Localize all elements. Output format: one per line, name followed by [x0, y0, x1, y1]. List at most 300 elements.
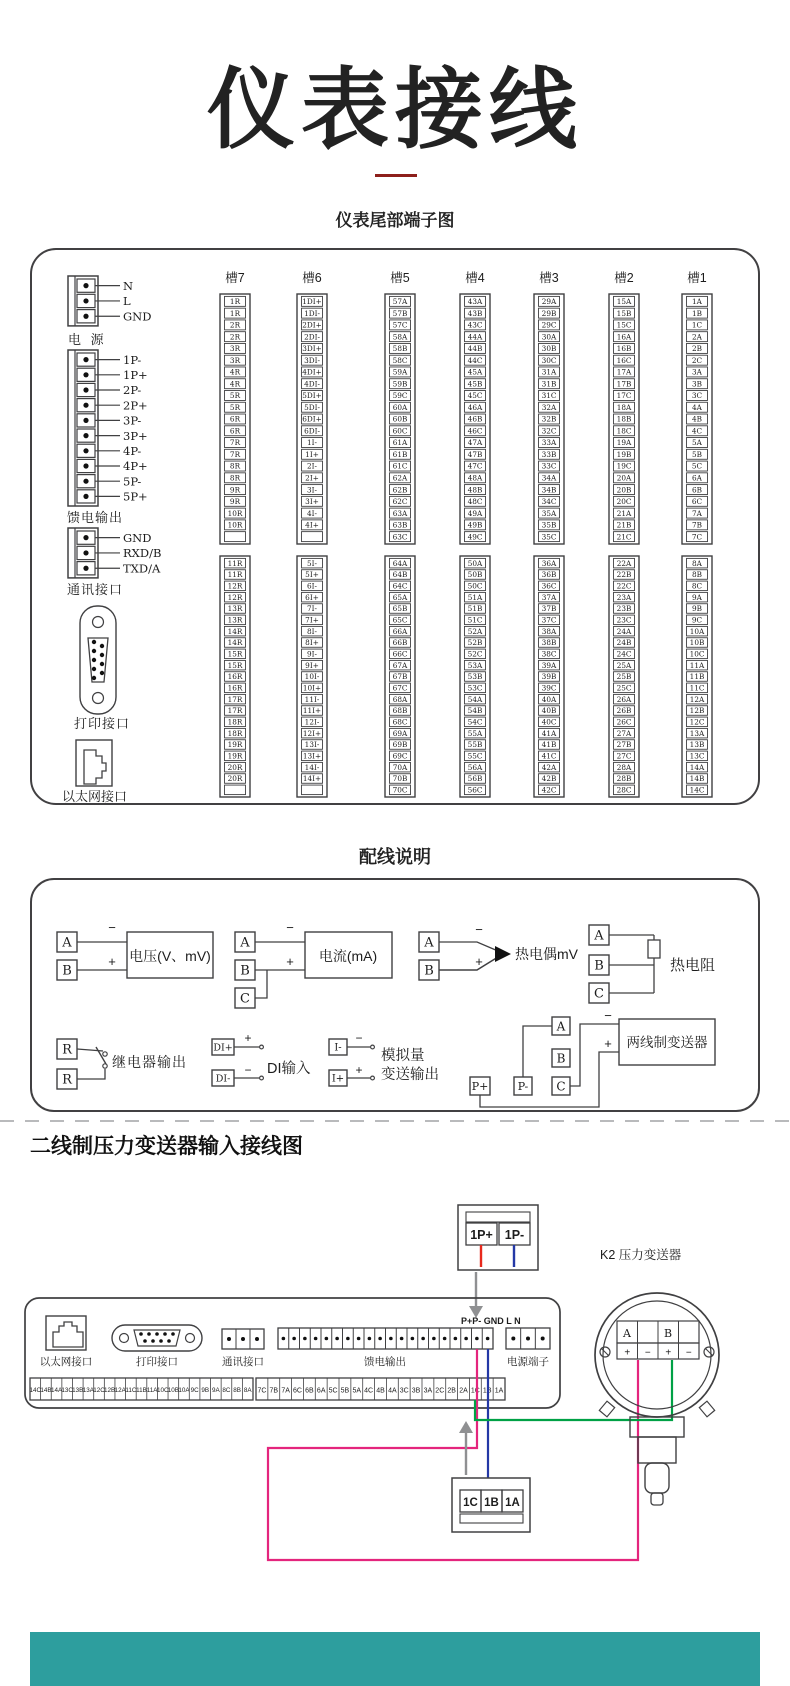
strip-terminal-label: 3B [411, 1387, 421, 1395]
ethernet-jack [53, 1322, 83, 1347]
slot-terminal-label: 2I- [307, 461, 317, 471]
slot-terminal-label: 51B [467, 604, 483, 614]
device-label: DI输入 [267, 1061, 311, 1077]
terminal-label: 1B [484, 1497, 499, 1509]
strip-terminal-label: 5C [328, 1387, 338, 1395]
transmitter-wiring-svg [0, 1175, 790, 1632]
slot-terminal-label: 39C [541, 683, 557, 693]
slot-terminal-label: 44C [467, 355, 483, 365]
slot-terminal-label: 53C [467, 683, 483, 693]
terminal-dot [400, 1337, 404, 1341]
slot-terminal-label: 3DI- [304, 355, 320, 365]
slot-terminal-label: 62A [392, 473, 408, 483]
slot-terminal-label: 52B [467, 638, 483, 648]
lead [570, 1024, 619, 1086]
slot-terminal-label: 16C [616, 355, 632, 365]
slot-terminal-label: 34C [541, 497, 557, 507]
slot-terminal-label: 25A [616, 660, 632, 670]
slot-terminal-label: 40B [541, 706, 557, 716]
slot-terminal-label: 58B [392, 344, 408, 354]
db9-pin [92, 640, 96, 644]
slot-terminal-label: 42C [541, 785, 557, 795]
terminal-label: L [123, 294, 131, 309]
terminal-label: 3P- [123, 413, 142, 428]
db9-pin [139, 1332, 143, 1336]
transmitter-port [651, 1493, 663, 1505]
slot-terminal-label: 52C [467, 649, 483, 659]
slot-terminal-label: 15R [227, 660, 243, 670]
slot-terminal-label: 62C [392, 497, 408, 507]
slot-terminal-label: 67B [392, 672, 408, 682]
transmitter-tab [699, 1401, 714, 1417]
slot-terminal-label: 8I- [307, 626, 317, 636]
slot-terminal-label: 27A [616, 728, 632, 738]
terminal-dot [378, 1337, 382, 1341]
transmitter-stem [645, 1463, 669, 1493]
slot-terminal-label: 19A [616, 438, 632, 448]
transmitter-hex [638, 1437, 676, 1463]
slot-terminal-label: 1B [691, 308, 703, 318]
section1-heading: 仪表尾部端子图 [335, 211, 455, 230]
terminal-label: TXD/A [123, 561, 161, 576]
slot-terminal-label: 65A [392, 592, 408, 602]
slot-terminal-label: 7A [692, 508, 702, 518]
terminal-label: 1C [463, 1497, 478, 1509]
terminal-dot [241, 1337, 245, 1341]
terminal-dot [443, 1337, 447, 1341]
slot-terminal-label: 17B [616, 379, 632, 389]
slot-terminal-label: 7B [691, 520, 703, 530]
slot-terminal-label: 12I+ [302, 728, 322, 738]
slot-terminal-label: 10A [689, 626, 705, 636]
strip-terminal-label: 2B [447, 1387, 456, 1395]
terminal-dot [421, 1337, 425, 1341]
terminal-label: 5P- [123, 474, 142, 489]
slot-terminal-label: 28C [616, 785, 632, 795]
terminal-dot [83, 550, 88, 555]
slot-terminal-label: 11A [689, 660, 705, 670]
slot-terminal-label: 4DI+ [302, 367, 322, 377]
slot-terminal-label: 36C [541, 581, 557, 591]
slot-terminal-label: 8I+ [305, 638, 319, 648]
slot-terminal-label: 30C [541, 355, 557, 365]
terminal-diagram-svg [32, 250, 758, 803]
slot-terminal-label: 37C [541, 615, 557, 625]
slot-terminal-label: 9I+ [305, 660, 319, 670]
terminal-caption: P+P- GND L N [461, 1316, 521, 1326]
label: − [355, 1031, 363, 1045]
slot-terminal-label: 4B [691, 414, 703, 424]
slot-terminal-label: 29B [541, 308, 557, 318]
slot-terminal-label: 18B [616, 414, 632, 424]
slot-terminal-label: 26B [616, 706, 632, 716]
slot-terminal-label: 13A [689, 728, 705, 738]
strip-terminal-label: 10C [156, 1387, 169, 1394]
slot-terminal-label: 45C [467, 391, 483, 401]
slot-terminal-label: 1DI+ [302, 297, 322, 307]
terminal-label: 5P+ [123, 489, 148, 504]
slot-terminal-label: 64C [392, 581, 408, 591]
slot-terminal-label: 14I+ [302, 774, 322, 784]
db9-face [88, 638, 108, 682]
terminal-label: N [123, 278, 134, 293]
slot-terminal-label: 17R [227, 706, 243, 716]
slot-terminal-label: 3I- [307, 485, 317, 495]
db9-pin [92, 649, 96, 653]
footer-bar [30, 1632, 760, 1686]
slot-terminal-label: 4DI- [304, 379, 320, 389]
terminal-label: 2P- [123, 383, 142, 398]
terminal-dot [454, 1337, 458, 1341]
printer-port-label: 打印接口 [136, 1356, 178, 1368]
transmitter-label: K2 压力变送器 [600, 1248, 682, 1262]
label: + [355, 1063, 363, 1077]
slot-terminal-label: 54A [467, 694, 483, 704]
slot-terminal-label: 26A [616, 694, 632, 704]
strip-terminal-label: 13C [61, 1387, 73, 1394]
slot-terminal-label: 5A [692, 438, 702, 448]
terminal-dot [282, 1337, 286, 1341]
slot-terminal-label: 60A [392, 402, 408, 412]
slot-terminal-label: 20B [616, 485, 632, 495]
slot-terminal-label: 13I- [304, 740, 320, 750]
slot-terminal-label: 6DI+ [302, 414, 322, 424]
slot-terminal-label: 49A [467, 508, 483, 518]
slot-terminal-label: 29A [541, 297, 557, 307]
slot-terminal-label: 18C [616, 426, 632, 436]
thermocouple-junction-icon [495, 946, 511, 962]
slot-terminal-label: 26C [616, 717, 632, 727]
slot-terminal-label: 51C [467, 615, 483, 625]
slot-terminal-label: 4R [229, 379, 241, 389]
transmitter-body-inner [603, 1301, 711, 1409]
terminal-box-label: A [556, 1019, 566, 1034]
slot-terminal-label: 11R [227, 558, 243, 568]
terminal-box-label: C [594, 986, 604, 1002]
slot-header: 槽6 [302, 271, 322, 285]
slot-terminal-label: 38B [541, 638, 557, 648]
slot-terminal-label: 6R [229, 414, 241, 424]
slot-terminal-label: 3R [229, 355, 241, 365]
slot-terminal-label: 22B [616, 570, 632, 580]
slot-terminal-label: 51A [467, 592, 483, 602]
slot-terminal-label: 43A [467, 297, 483, 307]
terminal-dot [83, 403, 88, 408]
terminal-label: 1P- [504, 1228, 525, 1242]
db9-pin [92, 676, 96, 680]
slot-terminal-label: 8B [691, 570, 703, 580]
terminal-dot [83, 372, 88, 377]
slot-terminal-label: 7R [229, 438, 241, 448]
slot-terminal-label: 9C [691, 615, 703, 625]
ethernet-icon [46, 1316, 86, 1350]
slot-terminal-label: 42B [541, 774, 557, 784]
terminal-box-label: B [240, 963, 250, 979]
slot-terminal-label: 24C [616, 649, 632, 659]
slot-terminal-label: 66A [392, 626, 408, 636]
slot-terminal-label: 45B [467, 379, 483, 389]
slot-terminal-label: 59C [392, 391, 408, 401]
slot-terminal-label: 1I+ [305, 449, 319, 459]
slot-terminal-label: 56B [467, 774, 483, 784]
terminal-dot [389, 1337, 393, 1341]
slot-header: 槽5 [390, 271, 410, 285]
slot-terminal-label: 47C [467, 461, 483, 471]
slot-terminal-label: 41B [541, 740, 557, 750]
label: + [604, 1036, 612, 1051]
strip-terminal-label: 2C [435, 1387, 445, 1395]
slot-terminal-label: 66C [392, 649, 408, 659]
slot-terminal-label: 21A [616, 508, 632, 518]
lead [480, 1052, 619, 1107]
label: − [286, 920, 294, 935]
slot-terminal-label: 16B [616, 344, 632, 354]
device-label: 电压(V、mV) [129, 948, 211, 964]
lead [255, 970, 267, 998]
slot-terminal-label: 16R [227, 683, 243, 693]
feed-zoom-strip [466, 1212, 530, 1222]
slot-terminal-label: 61C [392, 461, 408, 471]
slot-terminal-label: 23C [616, 615, 632, 625]
strip-terminal-label: 9C [190, 1387, 199, 1394]
strip-terminal-label: 1A [494, 1387, 504, 1395]
slot-terminal-label: 4R [229, 367, 241, 377]
slot-terminal-label: 39B [541, 672, 557, 682]
slot-terminal-label: 13R [227, 604, 243, 614]
slot-terminal-label: 13I+ [302, 751, 322, 761]
ethernet-jack [84, 750, 106, 784]
device-label: 电流(mA) [318, 948, 378, 964]
slot-terminal-label: 10R [227, 520, 243, 530]
strip-terminal-label: 13B [72, 1387, 84, 1394]
slot-terminal-label: 6I+ [305, 592, 319, 602]
label: + [108, 954, 116, 969]
printer-port-label: 打印接口 [74, 716, 131, 731]
strip-terminal-label: 3C [399, 1387, 409, 1395]
slot-terminal-label: 32A [541, 402, 557, 412]
db9-icon [112, 1325, 202, 1351]
strip-terminal-label: 1C [470, 1387, 480, 1395]
terminal-dot [475, 1337, 479, 1341]
slot-terminal-label: 8R [229, 461, 241, 471]
strip-terminal-label: 14A [50, 1387, 63, 1394]
slot-terminal-label: 16A [616, 332, 632, 342]
terminal-label: 1A [505, 1497, 520, 1509]
slot-terminal-label: 65B [392, 604, 408, 614]
db9-screw-hole [186, 1334, 195, 1343]
slot-terminal-label: 56A [467, 762, 483, 772]
slot-terminal-label: 22A [616, 558, 632, 568]
label: + [475, 954, 483, 969]
strip-terminal-label: 10A [178, 1387, 190, 1394]
db9-icon [80, 606, 116, 714]
feed-output-label: 馈电输出 [67, 510, 124, 525]
ethernet-port-label: 以太网接口 [62, 789, 128, 803]
slot-terminal-label: 25C [616, 683, 632, 693]
slot-terminal-label: 15R [227, 649, 243, 659]
slot-terminal-label: 49B [467, 520, 483, 530]
lead [439, 942, 498, 951]
slot-terminal-label: 64A [392, 558, 408, 568]
slot-terminal-label: 10B [689, 638, 705, 648]
terminal-dot [255, 1337, 259, 1341]
terminal-dot [511, 1337, 515, 1341]
slot-terminal-label: 7I+ [305, 615, 319, 625]
terminal-dot [292, 1337, 296, 1341]
terminal-box-label: P+ [471, 1079, 489, 1093]
power-terminal-label: 电源端子 [507, 1356, 549, 1368]
slot-terminal-label: 10I+ [302, 683, 322, 693]
slot-terminal-label: 21B [616, 520, 632, 530]
slot-terminal-label: 18R [227, 717, 243, 727]
terminal-box-label: B [62, 963, 72, 979]
terminal-label: 2P+ [123, 398, 148, 413]
slot-terminal-label: 1A [692, 297, 702, 307]
slot-terminal-label: 1R [229, 297, 241, 307]
slot-terminal-label: 53B [467, 672, 483, 682]
slot-terminal-label: 46C [467, 426, 483, 436]
terminal-dot [541, 1337, 545, 1341]
slot-terminal-label: 13R [227, 615, 243, 625]
slot-terminal-label: 31B [541, 379, 557, 389]
slot-terminal-label: 48B [467, 485, 483, 495]
slot-terminal-label: 3B [691, 379, 703, 389]
slot-terminal-label: 4I- [307, 508, 317, 518]
slot-terminal-label: 47B [467, 449, 483, 459]
device-label: 热电偶mV [515, 946, 578, 962]
slot-terminal-cell [302, 532, 323, 542]
slot-terminal-label: 19R [227, 751, 243, 761]
slot-terminal-label: 18R [227, 728, 243, 738]
terminal-dot [368, 1337, 372, 1341]
wiring-notes-svg [32, 880, 758, 1110]
strip-terminal-label: 6C [293, 1387, 302, 1395]
slot-terminal-label: 33B [541, 449, 557, 459]
slot-terminal-label: 13B [689, 740, 705, 750]
slot-terminal-label: 60C [392, 426, 408, 436]
slot-terminal-label: 36A [541, 558, 557, 568]
terminal-box-label: R [62, 1072, 72, 1088]
strip-terminal-label: 4A [388, 1387, 397, 1395]
strip-terminal-label: 1B [482, 1387, 492, 1395]
slot-terminal-label: 1C [691, 320, 703, 330]
slot-terminal-label: 38C [541, 649, 557, 659]
strip-terminal-label: 14C [29, 1387, 42, 1394]
strip-terminal-label: 12A [114, 1387, 126, 1394]
slot-terminal-label: 24A [616, 626, 632, 636]
strip-terminal-label: 9A [211, 1387, 220, 1394]
slot-terminal-label: 6C [691, 497, 703, 507]
slot-terminal-label: 15B [616, 308, 632, 318]
terminal-dot [83, 535, 88, 540]
slot-terminal-label: 37A [541, 592, 557, 602]
db9-pin [159, 1339, 163, 1343]
comm-port-label: 通讯接口 [222, 1356, 264, 1368]
slot-terminal-label: 9R [229, 497, 241, 507]
slot-terminal-label: 14B [689, 774, 705, 784]
comm-port-label: 通讯接口 [67, 582, 124, 597]
slot-terminal-label: 2I+ [305, 473, 319, 483]
terminal-box-label: A [594, 928, 604, 944]
slot-terminal-label: 6DI- [304, 426, 320, 436]
wire-end [371, 1045, 375, 1049]
slot-terminal-label: 14I- [304, 762, 320, 772]
feed-output-label: 馈电输出 [364, 1356, 406, 1368]
terminal-dot [303, 1337, 307, 1341]
terminal-label: 4P+ [123, 459, 148, 474]
slot-header: 槽7 [225, 271, 245, 285]
slot-terminal-label: 4I+ [305, 520, 319, 530]
slot-terminal-label: 16R [227, 672, 243, 682]
terminal-dot [83, 298, 88, 303]
terminal-label: 3P+ [123, 428, 148, 443]
transmitter-sign: + [665, 1347, 672, 1359]
label: + [244, 1031, 252, 1045]
lead [77, 1049, 103, 1051]
strip-terminal-label: 6A [316, 1387, 326, 1395]
slot-terminal-label: 2R [229, 332, 241, 342]
label: + [286, 954, 294, 969]
slot-terminal-label: 5DI+ [302, 391, 322, 401]
lead [439, 957, 498, 970]
db9-pin [100, 671, 104, 675]
slot-terminal-label: 10C [689, 649, 705, 659]
slot-terminal-label: 32B [541, 414, 557, 424]
terminal-box-label: DI- [215, 1073, 231, 1085]
slot-terminal-label: 8R [229, 473, 241, 483]
device-label: 两线制变送器 [626, 1035, 708, 1050]
strip-terminal-label: 4C [364, 1387, 374, 1395]
slot-terminal-label: 55B [467, 740, 483, 750]
slot-terminal-label: 17A [616, 367, 632, 377]
transmitter-sign: + [624, 1347, 631, 1359]
wiring-notes-box [30, 878, 760, 1112]
slot-terminal-label: 58A [392, 332, 408, 342]
slot-terminal-label: 39A [541, 660, 557, 670]
slot-terminal-label: 14R [227, 638, 243, 648]
terminal-box-label: C [240, 991, 250, 1007]
pointer-arrowhead [459, 1421, 473, 1433]
slot-terminal-label: 12R [227, 592, 243, 602]
slot-terminal-label: 15A [616, 297, 632, 307]
slot-terminal-label: 45A [467, 367, 483, 377]
slot-terminal-label: 66B [392, 638, 408, 648]
terminal-label: GND [123, 309, 152, 324]
slot-terminal-label: 54C [467, 717, 483, 727]
slot-terminal-label: 32C [541, 426, 557, 436]
slot-terminal-label: 5B [691, 449, 703, 459]
terminal-dot [83, 448, 88, 453]
slot-terminal-label: 44B [467, 344, 483, 354]
strip-terminal-label: 6B [305, 1387, 314, 1395]
slot-terminal-label: 70C [392, 785, 408, 795]
db9-pin [100, 662, 104, 666]
terminal-box-label: B [594, 958, 604, 974]
slot-terminal-label: 2R [229, 320, 241, 330]
slot-terminal-label: 22C [616, 581, 632, 591]
slot-terminal-label: 70B [392, 774, 408, 784]
slot-terminal-label: 44A [467, 332, 483, 342]
strip-terminal-label: 11C [125, 1387, 137, 1394]
db9-screw-hole [93, 617, 104, 628]
label: − [475, 922, 483, 937]
slot-terminal-label: 50B [467, 570, 483, 580]
wire-end [371, 1076, 375, 1080]
slot-terminal-label: 5R [229, 391, 241, 401]
slot-terminal-label: 34B [541, 485, 557, 495]
strip-terminal-label: 7A [281, 1387, 290, 1395]
slot-terminal-label: 19R [227, 740, 243, 750]
